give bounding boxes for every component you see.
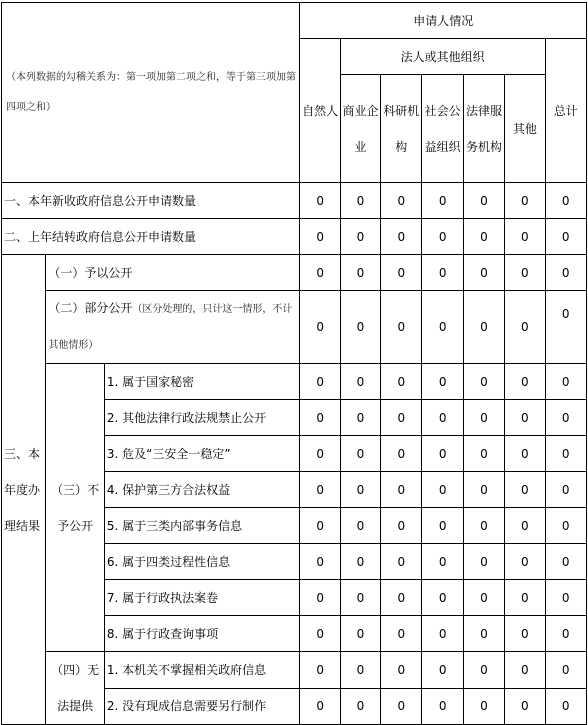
cell-value: 0 [340,255,380,291]
cell-value: 0 [545,544,587,580]
table-row [2,219,587,255]
cell-value: 0 [505,183,545,219]
cell-value: 0 [545,436,587,472]
cell-value: 0 [422,508,463,544]
research-header: 科研机构 [381,75,422,183]
cell-value: 0 [340,219,380,255]
disclosure-stats-table [1,2,587,725]
cell-value: 0 [545,255,587,291]
cell-value: 0 [422,544,463,580]
cell-value: 0 [340,436,380,472]
table-row [2,652,587,689]
cell-value: 0 [300,580,340,616]
cell-value: 0 [463,688,504,725]
table-row [2,183,587,219]
cell-value: 0 [300,472,340,508]
cell-value: 0 [463,219,504,255]
cell-value: 0 [381,652,422,689]
cell-value: 0 [422,580,463,616]
cell-value: 0 [422,652,463,689]
cell-value: 0 [300,616,340,652]
cell-value: 0 [300,544,340,580]
cell-value: 0 [545,291,587,364]
cell-value: 0 [381,508,422,544]
cell-value: 0 [463,183,504,219]
cell-value: 0 [463,544,504,580]
natural-person-header: 自然人 [300,39,340,183]
row-label: 1. 属于国家秘密 [104,364,300,400]
cell-value: 0 [463,364,504,400]
cell-value: 0 [300,436,340,472]
partial-sub-label: （区分处理的，只计这一情形，不计其他情形） [48,304,293,351]
cell-value: 0 [381,616,422,652]
row-label: 2. 其他法律行政法规禁止公开 [104,400,300,436]
applicant-info-header: 申请人情况 [300,3,587,39]
row-label: 8. 属于行政查询事项 [104,616,300,652]
cell-value: 0 [505,291,545,364]
cell-value: 0 [300,255,340,291]
cell-value: 0 [505,255,545,291]
row-label: 7. 属于行政执法案卷 [104,580,300,616]
cell-value: 0 [505,544,545,580]
cell-value: 0 [422,183,463,219]
cell-value: 0 [381,436,422,472]
cell-value: 0 [505,688,545,725]
cell-value: 0 [545,616,587,652]
cell-value: 0 [463,400,504,436]
cell-value: 0 [340,400,380,436]
cell-value: 0 [381,183,422,219]
cell-value: 0 [545,688,587,725]
cell-value: 0 [545,219,587,255]
row-label: 3. 危及“三安全一稳定” [104,436,300,472]
legal-service-header: 法律服务机构 [463,75,504,183]
cell-value: 0 [340,508,380,544]
table-row [2,291,587,364]
cell-value: 0 [340,544,380,580]
cell-value: 0 [340,616,380,652]
row-label: 1. 本机关不掌握相关政府信息 [104,652,300,689]
partial-label: （二）部分公开 [48,301,133,315]
cell-value: 0 [422,688,463,725]
cell-value: 0 [463,291,504,364]
total-header: 总计 [545,39,587,183]
cell-value: 0 [545,652,587,689]
cell-value: 0 [381,400,422,436]
cell-value: 0 [463,508,504,544]
cannot-provide-label: （四）无法提供 [46,652,104,725]
cell-value: 0 [340,472,380,508]
public-welfare-header: 社会公益组织 [422,75,463,183]
cell-value: 0 [545,580,587,616]
cell-value: 0 [545,508,587,544]
cell-value: 0 [422,255,463,291]
cell-value: 0 [505,219,545,255]
cell-value: 0 [300,400,340,436]
row-label [46,291,300,364]
cell-value: 0 [463,255,504,291]
cell-value: 0 [422,436,463,472]
cell-value: 0 [340,580,380,616]
cell-value: 0 [463,436,504,472]
cell-value: 0 [381,364,422,400]
cell-value: 0 [463,472,504,508]
cell-value: 0 [381,219,422,255]
cell-value: 0 [300,508,340,544]
cell-value: 0 [381,291,422,364]
cell-value: 0 [381,472,422,508]
cell-value: 0 [463,652,504,689]
cell-value: 0 [545,183,587,219]
cell-value: 0 [422,219,463,255]
cell-value: 0 [505,364,545,400]
row-label: 4. 保护第三方合法权益 [104,472,300,508]
legal-orgs-header: 法人或其他组织 [340,39,545,75]
cell-value: 0 [422,364,463,400]
row-label: 二、上年结转政府信息公开申请数量 [2,219,300,255]
not-public-label: （三）不予公开 [46,364,104,652]
row-label: 2. 没有现成信息需要另行制作 [104,688,300,725]
table-row [2,255,587,291]
cell-value: 0 [422,400,463,436]
cell-value: 0 [381,688,422,725]
cell-value: 0 [505,472,545,508]
cell-value: 0 [505,616,545,652]
cell-value: 0 [422,616,463,652]
cell-value: 0 [381,544,422,580]
cell-value: 0 [505,400,545,436]
cell-value: 0 [463,616,504,652]
cell-value: 0 [381,580,422,616]
cell-value: 0 [300,688,340,725]
section3-label: 三、本年度办理结果 [2,255,46,725]
other-header: 其他 [505,75,545,183]
row-label: 6. 属于四类过程性信息 [104,544,300,580]
cell-value: 0 [340,364,380,400]
cell-value: 0 [422,472,463,508]
row-label: 一、本年新收政府信息公开申请数量 [2,183,300,219]
table-row [2,364,587,400]
cell-value: 0 [340,652,380,689]
cell-value: 0 [300,652,340,689]
cell-value: 0 [545,364,587,400]
row-label: （一）予以公开 [46,255,300,291]
cell-value: 0 [340,183,380,219]
cell-value: 0 [505,580,545,616]
cell-value: 0 [381,255,422,291]
cell-value: 0 [340,688,380,725]
cell-value: 0 [300,183,340,219]
cell-value: 0 [463,580,504,616]
cell-value: 0 [505,652,545,689]
cell-value: 0 [300,364,340,400]
commercial-header: 商业企业 [340,75,380,183]
cell-value: 0 [545,472,587,508]
cell-value: 0 [545,400,587,436]
cell-value: 0 [300,291,340,364]
row-label: 5. 属于三类内部事务信息 [104,508,300,544]
cell-value: 0 [300,219,340,255]
cell-value: 0 [340,291,380,364]
header-note: （本列数据的勾稽关系为：第一项加第二项之和，等于第三项加第四项之和） [2,3,300,183]
cell-value: 0 [505,508,545,544]
cell-value: 0 [422,291,463,364]
cell-value: 0 [505,436,545,472]
